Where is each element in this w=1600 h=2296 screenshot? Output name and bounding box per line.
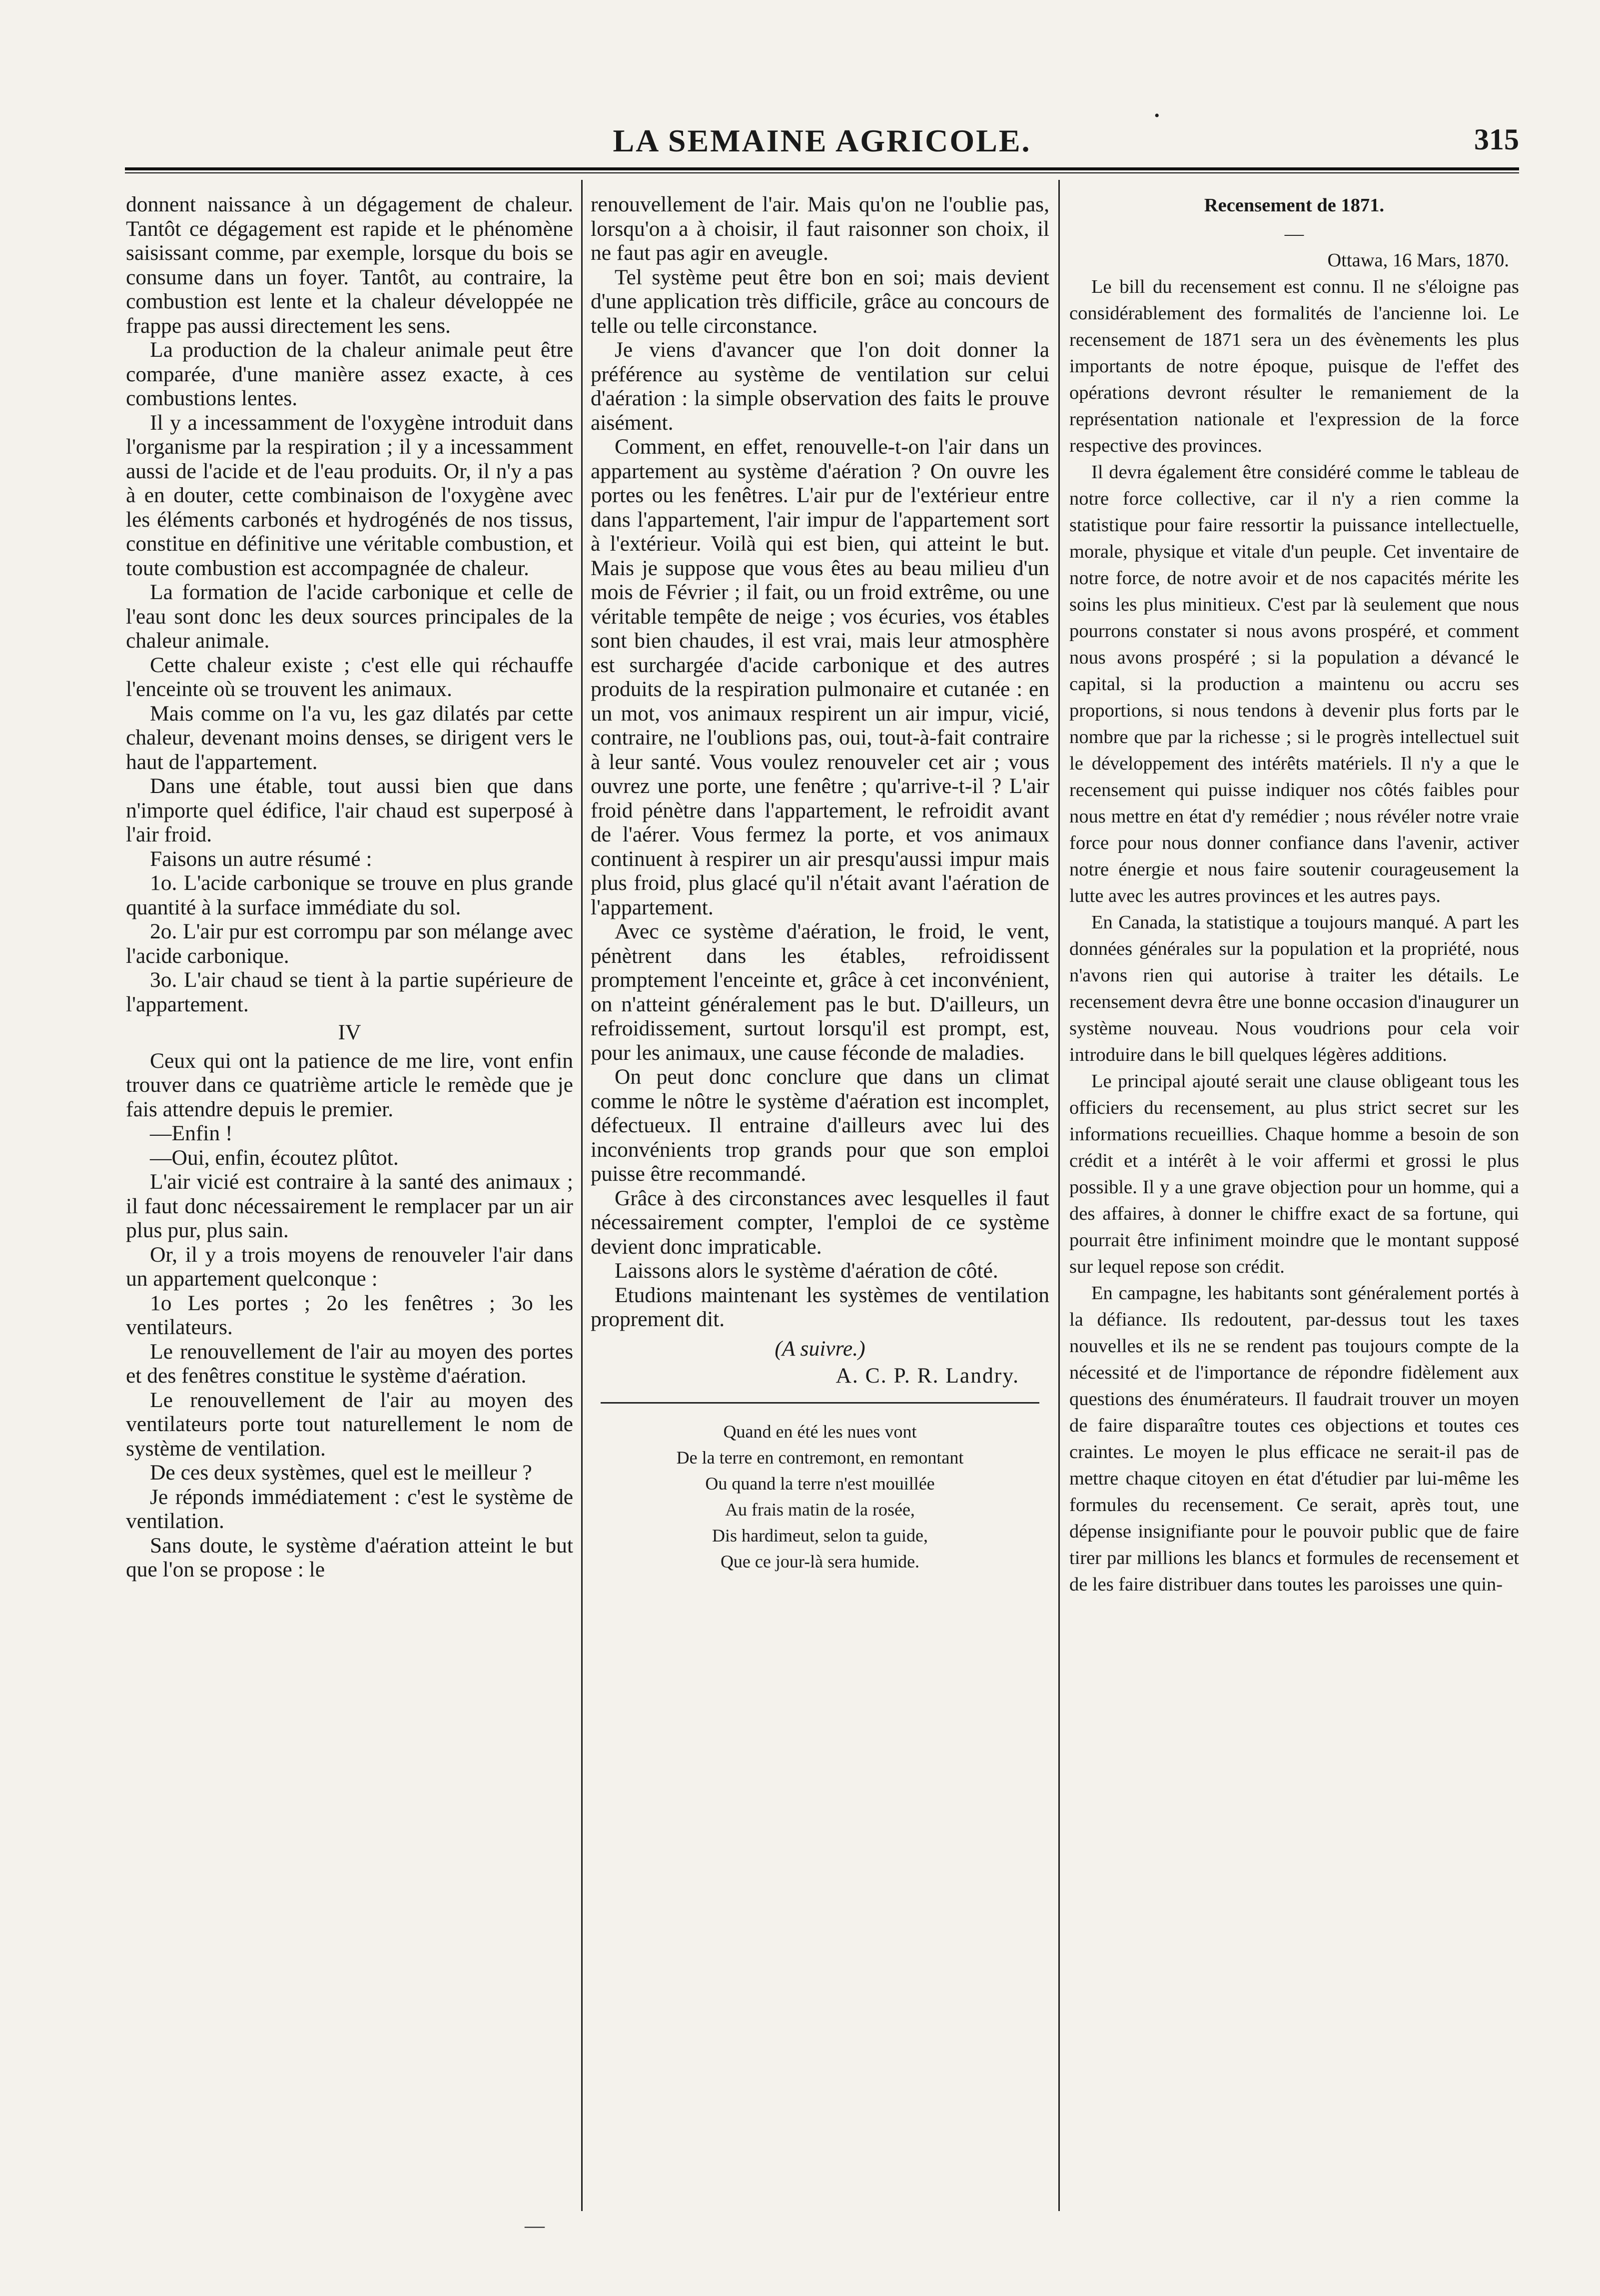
- paragraph: Le renouvellement de l'air au moyen des portes et des fenêtres constitue le système d'aération.: [126, 1339, 573, 1388]
- author-signature: A. C. P. R. Landry.: [835, 1364, 1019, 1388]
- poem-line: Ou quand la terre n'est mouillée: [705, 1473, 935, 1494]
- paragraph: 1o Les portes ; 2o les fenêtres ; 3o les ventilateurs.: [126, 1291, 573, 1339]
- paragraph: En campagne, les habitants sont généralement portés à la défiance. Ils redoutent, par-dessus tout les taxes nouvelles et ils ne se rendent pas toujours compte de la nécessité et de l'importance de répondre fidèlement aux questions des énumérateurs. Il faudrait trouver un moyen de faire disparaître toutes ces objections et toutes ces craintes. Le moyen le plus efficace ne serait-il pas de mettre chaque citoyen en état d'étudier par lui-même les formules du recensement. Ce serait, après tout, une dépense insignifiante pour le pouvoir public que de faire tirer par millions les blancs et formules de recensement et de les faire distribuer dans toutes les paroisses une quin-: [1069, 1283, 1519, 1595]
- paragraph: De ces deux systèmes, quel est le meilleur ?: [150, 1461, 532, 1485]
- paragraph: Dans une étable, tout aussi bien que dans n'importe quel édifice, l'air chaud est superposé à l'air froid.: [126, 774, 573, 846]
- paragraph: 3o. L'air chaud se tient à la partie supérieure de l'appartement.: [126, 968, 573, 1016]
- paragraph: Comment, en effet, renouvelle-t-on l'air dans un appartement au système d'aération ? On ouvre les portes ou les fenêtres. L'air pur de l'extérieur entre dans l'appartement, l'air impur de l'appartement sort à l'extérieur. Voilà qui est bien, qui atteint le but. Mais je suppose que vous êtes au beau milieu d'un mois de Février ; il fait, ou un froid extrême, ou une véritable tempête de neige ; vos écuries, vos étables sont bien chaudes, il est vrai, mais leur atmosphère est surchargée d'acide carbonique et des autres produits de la respiration pulmonaire et cutanée : en un mot, vos animaux respirent un air impur, vicié, contraire, ne l'oublions pas, oui, tout-à-fait contraire à leur santé. Vous voulez renouveler cet air ; vous ouvrez une porte, une fenêtre ; qu'arrive-t-il ? L'air froid pénètre dans l'appartement, le refroidit avant de l'aérer. Vous fermez la porte, et vos animaux continuent à respirer un air presqu'aussi impur mais plus froid, plus glacé qu'il n'était avant l'aération de l'appartement.: [591, 435, 1049, 919]
- to-be-continued: (A suivre.): [775, 1336, 865, 1361]
- heading-dash: —: [1284, 223, 1304, 244]
- paragraph: En Canada, la statistique a toujours manqué. A part les données générales sur la population et la propriété, nous n'avons rien qui autorise à traiter les détails. Le recensement devra être une bonne occasion d'inaugurer un système nouveau. Nous voudrions pour cela voir introduire dans le bill quelques légères additions.: [1069, 912, 1519, 1065]
- paragraph: —Enfin !: [150, 1121, 233, 1145]
- header-rule: [125, 167, 1519, 173]
- paragraph: Etudions maintenant les systèmes de ventilation proprement dit.: [591, 1283, 1049, 1331]
- paragraph: Il devra également être considéré comme le tableau de notre force collective, car il n'y a rien comme la statistique pour faire ressortir la puissance intellectuelle, morale, physique et vitale d'un peuple. Cet inventaire de notre force, de notre avoir et de nos capacités mérite les soins les plus minitieux. C'est par là seulement que nous pourrons constater si nous avons prospéré, et comment nous avons prospéré ; si la population a dévancé le capital, si la production a maintenu ou accru ses proportions, si nous tendons à devenir plus forts par le nombre que par la richesse ; si le progrès intellectuel suit le développement des intérêts matériels. Il n'y a que le recensement qui puisse indiquer nos côtés faibles pour nous mettre en état d'y remédier ; nous révéler notre vraie force pour nous donner confiance dans l'avenir, activer notre énergie et nous faire soutenir courageusement la lutte avec les autres provinces et les autres pays.: [1069, 462, 1519, 906]
- paragraph: Cette chaleur existe ; c'est elle qui réchauffe l'enceinte où se trouvent les animaux.: [126, 653, 573, 701]
- paragraph: On peut donc conclure que dans un climat comme le nôtre le système d'aération est incomplet, défectueux. Il entraine d'ailleurs avec lui des inconvénients trop grands pour que son emploi puisse être recommandé.: [591, 1065, 1049, 1186]
- paragraph: Je viens d'avancer que l'on doit donner la préférence au système de ventilation sur celui d'aération : la simple observation des faits le prouve aisément.: [591, 338, 1049, 435]
- paragraph: Avec ce système d'aération, le froid, le vent, pénètrent dans les étables, refroidissent promptement l'enceinte et, grâce à cet inconvénient, on n'atteint généralement pas le but. D'ailleurs, un refroidissement, surtout lorsqu'il est prompt, est, pour les animaux, une cause féconde de maladies.: [591, 919, 1049, 1065]
- column-1: [126, 192, 573, 2206]
- paragraph: Le renouvellement de l'air au moyen des ventilateurs porte tout naturellement le nom de système de ventilation.: [126, 1388, 573, 1461]
- paragraph: Tel système peut être bon en soi; mais devient d'une application très difficile, grâce au concours de telle ou telle circonstance.: [591, 265, 1049, 338]
- paragraph: 1o. L'acide carbonique se trouve en plus grande quantité à la surface immédiate du sol.: [126, 871, 573, 919]
- poem-line: Au frais matin de la rosée,: [725, 1499, 915, 1520]
- poem-line: De la terre en contremont, en remontant: [676, 1447, 964, 1468]
- dateline: Ottawa, 16 Mars, 1870.: [1327, 250, 1509, 271]
- paragraph: Je réponds immédiatement : c'est le système de ventilation.: [126, 1485, 573, 1533]
- page-number: 315: [1474, 123, 1519, 156]
- column-2: [591, 192, 1049, 2206]
- paragraph: Il y a incessamment de l'oxygène introduit dans l'organisme par la respiration ; il y a incessamment aussi de l'acide et de l'eau produits. Or, il n'y a pas à en douter, cette combinaison de l'oxygène avec les éléments carbonés et hydrogénés de nos tissus, constitue en définitive une véritable combustion, et toute combustion est accompagnée de chaleur.: [126, 410, 573, 580]
- paragraph: La formation de l'acide carbonique et celle de l'eau sont donc les deux sources principales de la chaleur animale.: [126, 580, 573, 653]
- poem-line: Que ce jour-là sera humide.: [720, 1551, 920, 1571]
- poem-line: Quand en été les nues vont: [723, 1421, 917, 1442]
- paragraph: Ceux qui ont la patience de me lire, vont enfin trouver dans ce quatrième article le remède que je fais attendre depuis le premier.: [126, 1048, 573, 1121]
- paragraph: Le bill du recensement est connu. Il ne s'éloigne pas considérablement des formalités de l'ancienne loi. Le recensement de 1871 sera un des évènements les plus importants de notre époque, puisque de l'effet des opérations devront résulter le remaniement de la représentation nationale et l'expression de la force respective des provinces.: [1069, 276, 1519, 456]
- paragraph: —Oui, enfin, écoutez plûtot.: [150, 1145, 399, 1170]
- paragraph: Faisons un autre résumé :: [150, 846, 372, 871]
- paragraph: Le principal ajouté serait une clause obligeant tous les officiers du recensement, au plus strict secret sur les informations recueillies. Chaque homme a besoin de son crédit et a intérêt à le voir affermi et grossi le plus possible. Il y a une grave objection pour un homme, qui a des affaires, à donner le chiffre exact de sa fortune, qui pourrait être infiniment moindre que le montant supposé sur lequel repose son crédit.: [1069, 1071, 1519, 1277]
- poem-line: Dis hardimeut, selon ta guide,: [712, 1525, 928, 1545]
- poem-separator-rule: [601, 1402, 1039, 1404]
- column-divider-left: [581, 180, 583, 2211]
- column-divider-right: [1058, 180, 1060, 2211]
- scan-dot-mark: •: [1154, 107, 1160, 124]
- paragraph: 2o. L'air pur est corrompu par son mélange avec l'acide carbonique.: [126, 919, 573, 968]
- column-3: [1069, 192, 1519, 2206]
- paragraph: Or, il y a trois moyens de renouveler l'air dans un appartement quelconque :: [126, 1242, 573, 1291]
- paragraph: L'air vicié est contraire à la santé des animaux ; il faut donc nécessairement le remplacer par un air plus pur, plus sain.: [126, 1170, 573, 1242]
- page-header: [125, 122, 1519, 162]
- paragraph: Sans doute, le système d'aération atteint le but que l'on se propose : le: [126, 1533, 573, 1581]
- journal-title: LA SEMAINE AGRICOLE.: [613, 123, 1031, 158]
- section-heading: IV: [338, 1020, 361, 1044]
- paragraph: donnent naissance à un dégagement de chaleur. Tantôt ce dégagement est rapide et le phénomène saisissant comme, par exemple, lorsque du bois se consume dans un foyer. Tantôt, au contraire, la combustion est lente et la chaleur développée ne frappe pas aussi directement les sens.: [126, 192, 573, 338]
- paragraph: La production de la chaleur animale peut être comparée, d'une manière assez exacte, à ces combustions lentes.: [126, 338, 573, 410]
- paragraph: Grâce à des circonstances avec lesquelles il faut nécessairement compter, l'emploi de ce système devient donc impraticable.: [591, 1186, 1049, 1259]
- paragraph: Mais comme on l'a vu, les gaz dilatés par cette chaleur, devenant moins denses, se dirigent vers le haut de l'appartement.: [126, 701, 573, 774]
- article-heading: Recensement de 1871.: [1204, 195, 1385, 216]
- paragraph: Laissons alors le système d'aération de côté.: [615, 1259, 998, 1283]
- paragraph: renouvellement de l'air. Mais qu'on ne l'oublie pas, lorsqu'on a à choisir, il faut raisonner son choix, il ne faut pas agir en aveugle.: [591, 192, 1049, 265]
- footer-mark: —: [525, 2214, 545, 2237]
